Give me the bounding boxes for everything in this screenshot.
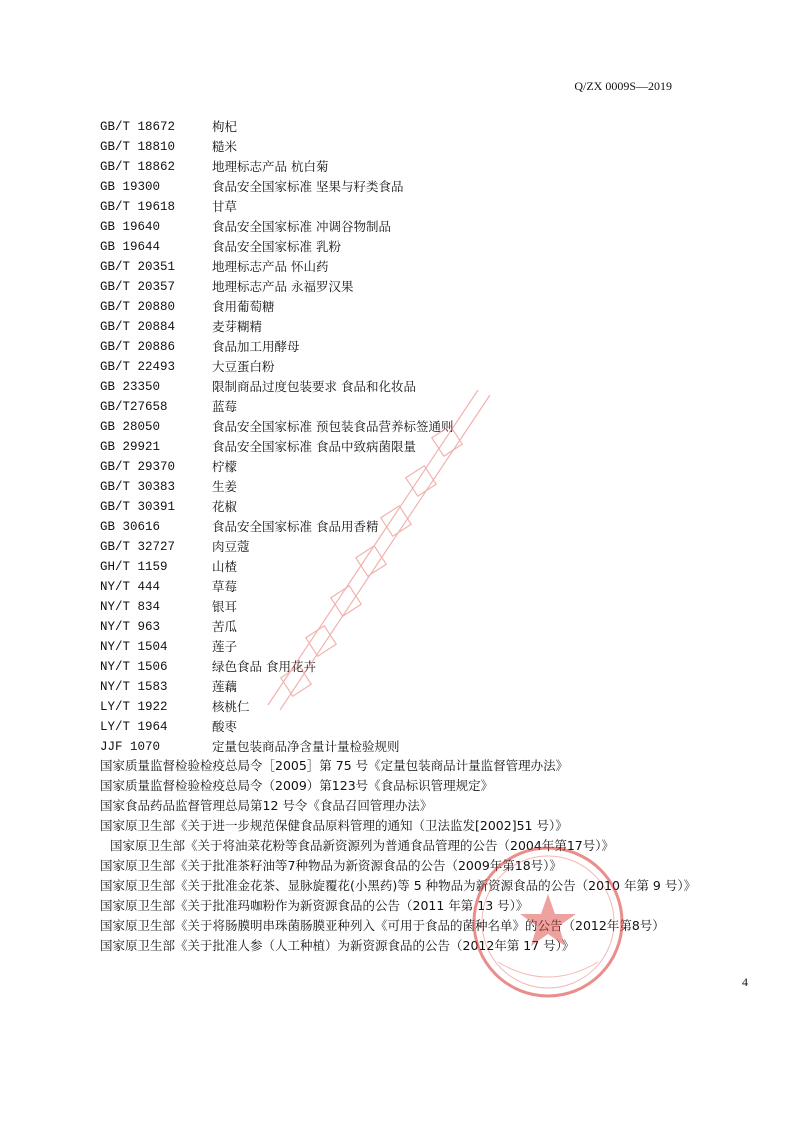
document-code: Q/ZX 0009S—2019 bbox=[574, 79, 672, 93]
standard-code: GB/T 32727 bbox=[100, 540, 176, 554]
standard-row bbox=[100, 337, 453, 357]
standard-row bbox=[100, 117, 453, 137]
standard-title: 枸杞 bbox=[212, 119, 238, 134]
standard-code: GB 29921 bbox=[100, 440, 161, 454]
standard-row bbox=[100, 457, 453, 477]
standard-code: GB/T 20357 bbox=[100, 280, 176, 294]
standard-code: GB/T 30391 bbox=[100, 500, 176, 514]
standard-row bbox=[100, 537, 453, 557]
standard-row bbox=[100, 737, 453, 757]
regulation-item: 国家原卫生部《关于批准玛咖粉作为新资源食品的公告（2011 年第 13 号）》 bbox=[100, 898, 529, 913]
regulation-item: 国家原卫生部《关于批准茶籽油等7种物品为新资源食品的公告（2009年第18号）》 bbox=[100, 858, 562, 873]
regulation-item: 国家原卫生部《关于将肠膜明串珠菌肠膜亚种列入《可用于食品的菌种名单》的公告（2012年第8号） bbox=[100, 918, 665, 933]
standard-row bbox=[100, 357, 453, 377]
standard-code: NY/T 1583 bbox=[100, 680, 168, 694]
standard-title: 绿色食品 食用花卉 bbox=[212, 659, 316, 674]
standard-title: 银耳 bbox=[212, 599, 238, 614]
standard-code: NY/T 1504 bbox=[100, 640, 168, 654]
standard-code: GB/T27658 bbox=[100, 400, 168, 414]
standard-title: 生姜 bbox=[212, 479, 238, 494]
standard-row bbox=[100, 197, 453, 217]
standard-title: 大豆蛋白粉 bbox=[212, 359, 275, 374]
standard-code: NY/T 444 bbox=[100, 580, 161, 594]
regulation-item: 国家食品药品监督管理总局第12 号令《食品召回管理办法》 bbox=[100, 798, 433, 813]
standard-row bbox=[100, 377, 453, 397]
standard-row bbox=[100, 477, 453, 497]
regulation-item: 国家原卫生部《关于批准金花茶、显脉旋覆花(小黑药)等 5 种物品为新资源食品的公告（2010 年第 9 号）》 bbox=[100, 878, 697, 893]
standard-code: JJF 1070 bbox=[100, 740, 161, 754]
standard-row bbox=[100, 417, 453, 437]
standard-title: 食品安全国家标准 冲调谷物制品 bbox=[212, 219, 391, 234]
standard-code: GB/T 18862 bbox=[100, 160, 176, 174]
standard-code: NY/T 963 bbox=[100, 620, 161, 634]
standard-row bbox=[100, 497, 453, 517]
standard-row bbox=[100, 557, 453, 577]
standard-row bbox=[100, 597, 453, 617]
standard-row bbox=[100, 677, 453, 697]
standard-row bbox=[100, 697, 453, 717]
standard-title: 限制商品过度包装要求 食品和化妆品 bbox=[212, 379, 416, 394]
standard-title: 肉豆蔻 bbox=[212, 539, 250, 554]
standard-title: 柠檬 bbox=[212, 459, 238, 474]
standard-title: 苦瓜 bbox=[212, 619, 238, 634]
standard-row bbox=[100, 217, 453, 237]
regulation-item: 国家原卫生部《关于将油菜花粉等食品新资源列为普通食品管理的公告（2004年第17号）》 bbox=[110, 838, 614, 853]
standard-title: 糙米 bbox=[212, 139, 238, 154]
standard-row bbox=[100, 277, 453, 297]
regulations-list bbox=[100, 756, 697, 956]
standard-title: 地理标志产品 怀山药 bbox=[212, 259, 329, 274]
standard-row bbox=[100, 137, 453, 157]
standard-row bbox=[100, 397, 453, 417]
standard-title: 酸枣 bbox=[212, 719, 238, 734]
standard-code: GB/T 19618 bbox=[100, 200, 176, 214]
standard-title: 食品安全国家标准 坚果与籽类食品 bbox=[212, 179, 404, 194]
standard-code: GB 19300 bbox=[100, 180, 161, 194]
standard-row bbox=[100, 237, 453, 257]
standard-code: GB 23350 bbox=[100, 380, 161, 394]
standard-code: GB/T 30383 bbox=[100, 480, 176, 494]
standard-title: 蓝莓 bbox=[212, 399, 238, 414]
standard-title: 莲藕 bbox=[212, 679, 238, 694]
standard-title: 地理标志产品 永福罗汉果 bbox=[212, 279, 354, 294]
standard-title: 定量包装商品净含量计量检验规则 bbox=[212, 739, 400, 754]
regulation-item: 国家质量监督检验检疫总局令（2009）第123号《食品标识管理规定》 bbox=[100, 778, 494, 793]
standard-code: LY/T 1964 bbox=[100, 720, 168, 734]
standard-code: GB 30616 bbox=[100, 520, 161, 534]
standard-row bbox=[100, 437, 453, 457]
standard-row bbox=[100, 657, 453, 677]
standard-title: 食品安全国家标准 预包装食品营养标签通则 bbox=[212, 419, 454, 434]
standard-code: GB/T 22493 bbox=[100, 360, 176, 374]
standard-title: 食用葡萄糖 bbox=[212, 299, 275, 314]
standard-title: 食品安全国家标准 食品中致病菌限量 bbox=[212, 439, 416, 454]
standard-code: GB/T 20884 bbox=[100, 320, 176, 334]
standard-code: GB/T 18810 bbox=[100, 140, 176, 154]
regulation-item: 国家质量监督检验检疫总局令［2005］第 75 号《定量包装商品计量监督管理办法》 bbox=[100, 758, 569, 773]
standard-row bbox=[100, 257, 453, 277]
standard-title: 甘草 bbox=[212, 199, 238, 214]
standard-title: 麦芽糊精 bbox=[212, 319, 263, 334]
standard-row bbox=[100, 317, 453, 337]
standard-title: 核桃仁 bbox=[212, 699, 250, 714]
standard-row bbox=[100, 637, 453, 657]
standard-title: 草莓 bbox=[212, 579, 238, 594]
standard-code: GB 28050 bbox=[100, 420, 161, 434]
standard-title: 花椒 bbox=[212, 499, 238, 514]
standard-code: GB/T 20351 bbox=[100, 260, 176, 274]
standard-title: 食品安全国家标准 食品用香精 bbox=[212, 519, 379, 534]
standard-row bbox=[100, 297, 453, 317]
standard-code: GB/T 29370 bbox=[100, 460, 176, 474]
standard-row bbox=[100, 157, 453, 177]
standard-code: GB 19640 bbox=[100, 220, 161, 234]
standard-code: GB 19644 bbox=[100, 240, 161, 254]
standard-title: 食品加工用酵母 bbox=[212, 339, 300, 354]
standard-row bbox=[100, 577, 453, 597]
regulation-item: 国家原卫生部《关于进一步规范保健食品原料管理的通知（卫法监发[2002]51 号）》 bbox=[100, 818, 568, 833]
page-number: 4 bbox=[742, 975, 748, 989]
standard-row bbox=[100, 177, 453, 197]
standard-row bbox=[100, 617, 453, 637]
standard-title: 山楂 bbox=[212, 559, 238, 574]
standard-code: GH/T 1159 bbox=[100, 560, 168, 574]
standard-row bbox=[100, 717, 453, 737]
standard-title: 莲子 bbox=[212, 639, 238, 654]
standard-code: LY/T 1922 bbox=[100, 700, 168, 714]
standard-code: GB/T 20886 bbox=[100, 340, 176, 354]
standard-code: NY/T 834 bbox=[100, 600, 161, 614]
standard-title: 食品安全国家标准 乳粉 bbox=[212, 239, 341, 254]
standard-code: GB/T 18672 bbox=[100, 120, 176, 134]
standard-row bbox=[100, 517, 453, 537]
standard-code: GB/T 20880 bbox=[100, 300, 176, 314]
regulation-item: 国家原卫生部《关于批准人参（人工种植）为新资源食品的公告（2012年第 17 号）》 bbox=[100, 938, 575, 953]
standard-code: NY/T 1506 bbox=[100, 660, 168, 674]
standards-list bbox=[100, 117, 453, 757]
standard-title: 地理标志产品 杭白菊 bbox=[212, 159, 329, 174]
